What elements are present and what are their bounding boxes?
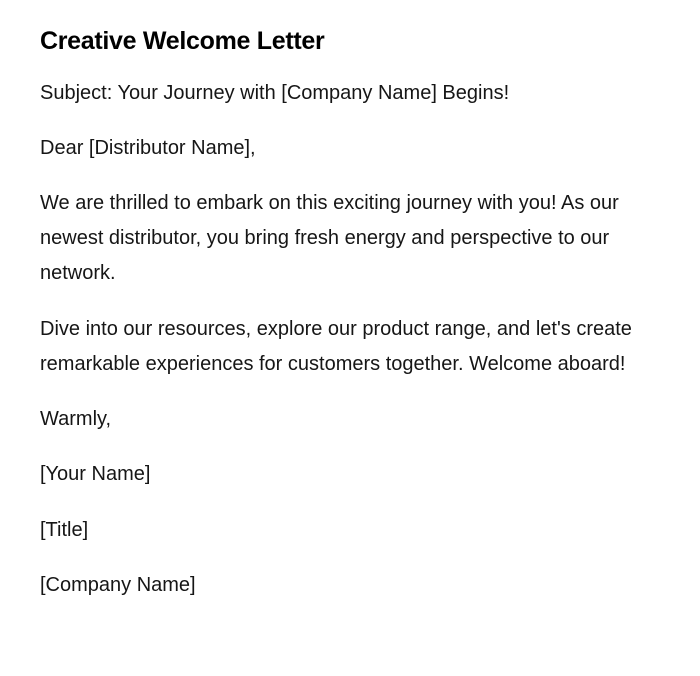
letter-body-paragraph: Dive into our resources, explore our product range, and let's create remarkable experiences for customers together. Welcome aboard! [40, 318, 632, 375]
signature-company: [Company Name] [40, 574, 196, 596]
signature-name: [Your Name] [40, 463, 151, 485]
letter-body-paragraph: We are thrilled to embark on this exciting journey with you! As our newest distributor, you bring fresh energy and perspective to our network. [40, 192, 619, 284]
letter-title: Creative Welcome Letter [40, 27, 325, 55]
letter-subject: Subject: Your Journey with [Company Name] Begins! [40, 82, 510, 104]
signature-title: [Title] [40, 519, 89, 541]
letter-closing: Warmly, [40, 408, 112, 430]
letter-greeting: Dear [Distributor Name], [40, 137, 256, 159]
